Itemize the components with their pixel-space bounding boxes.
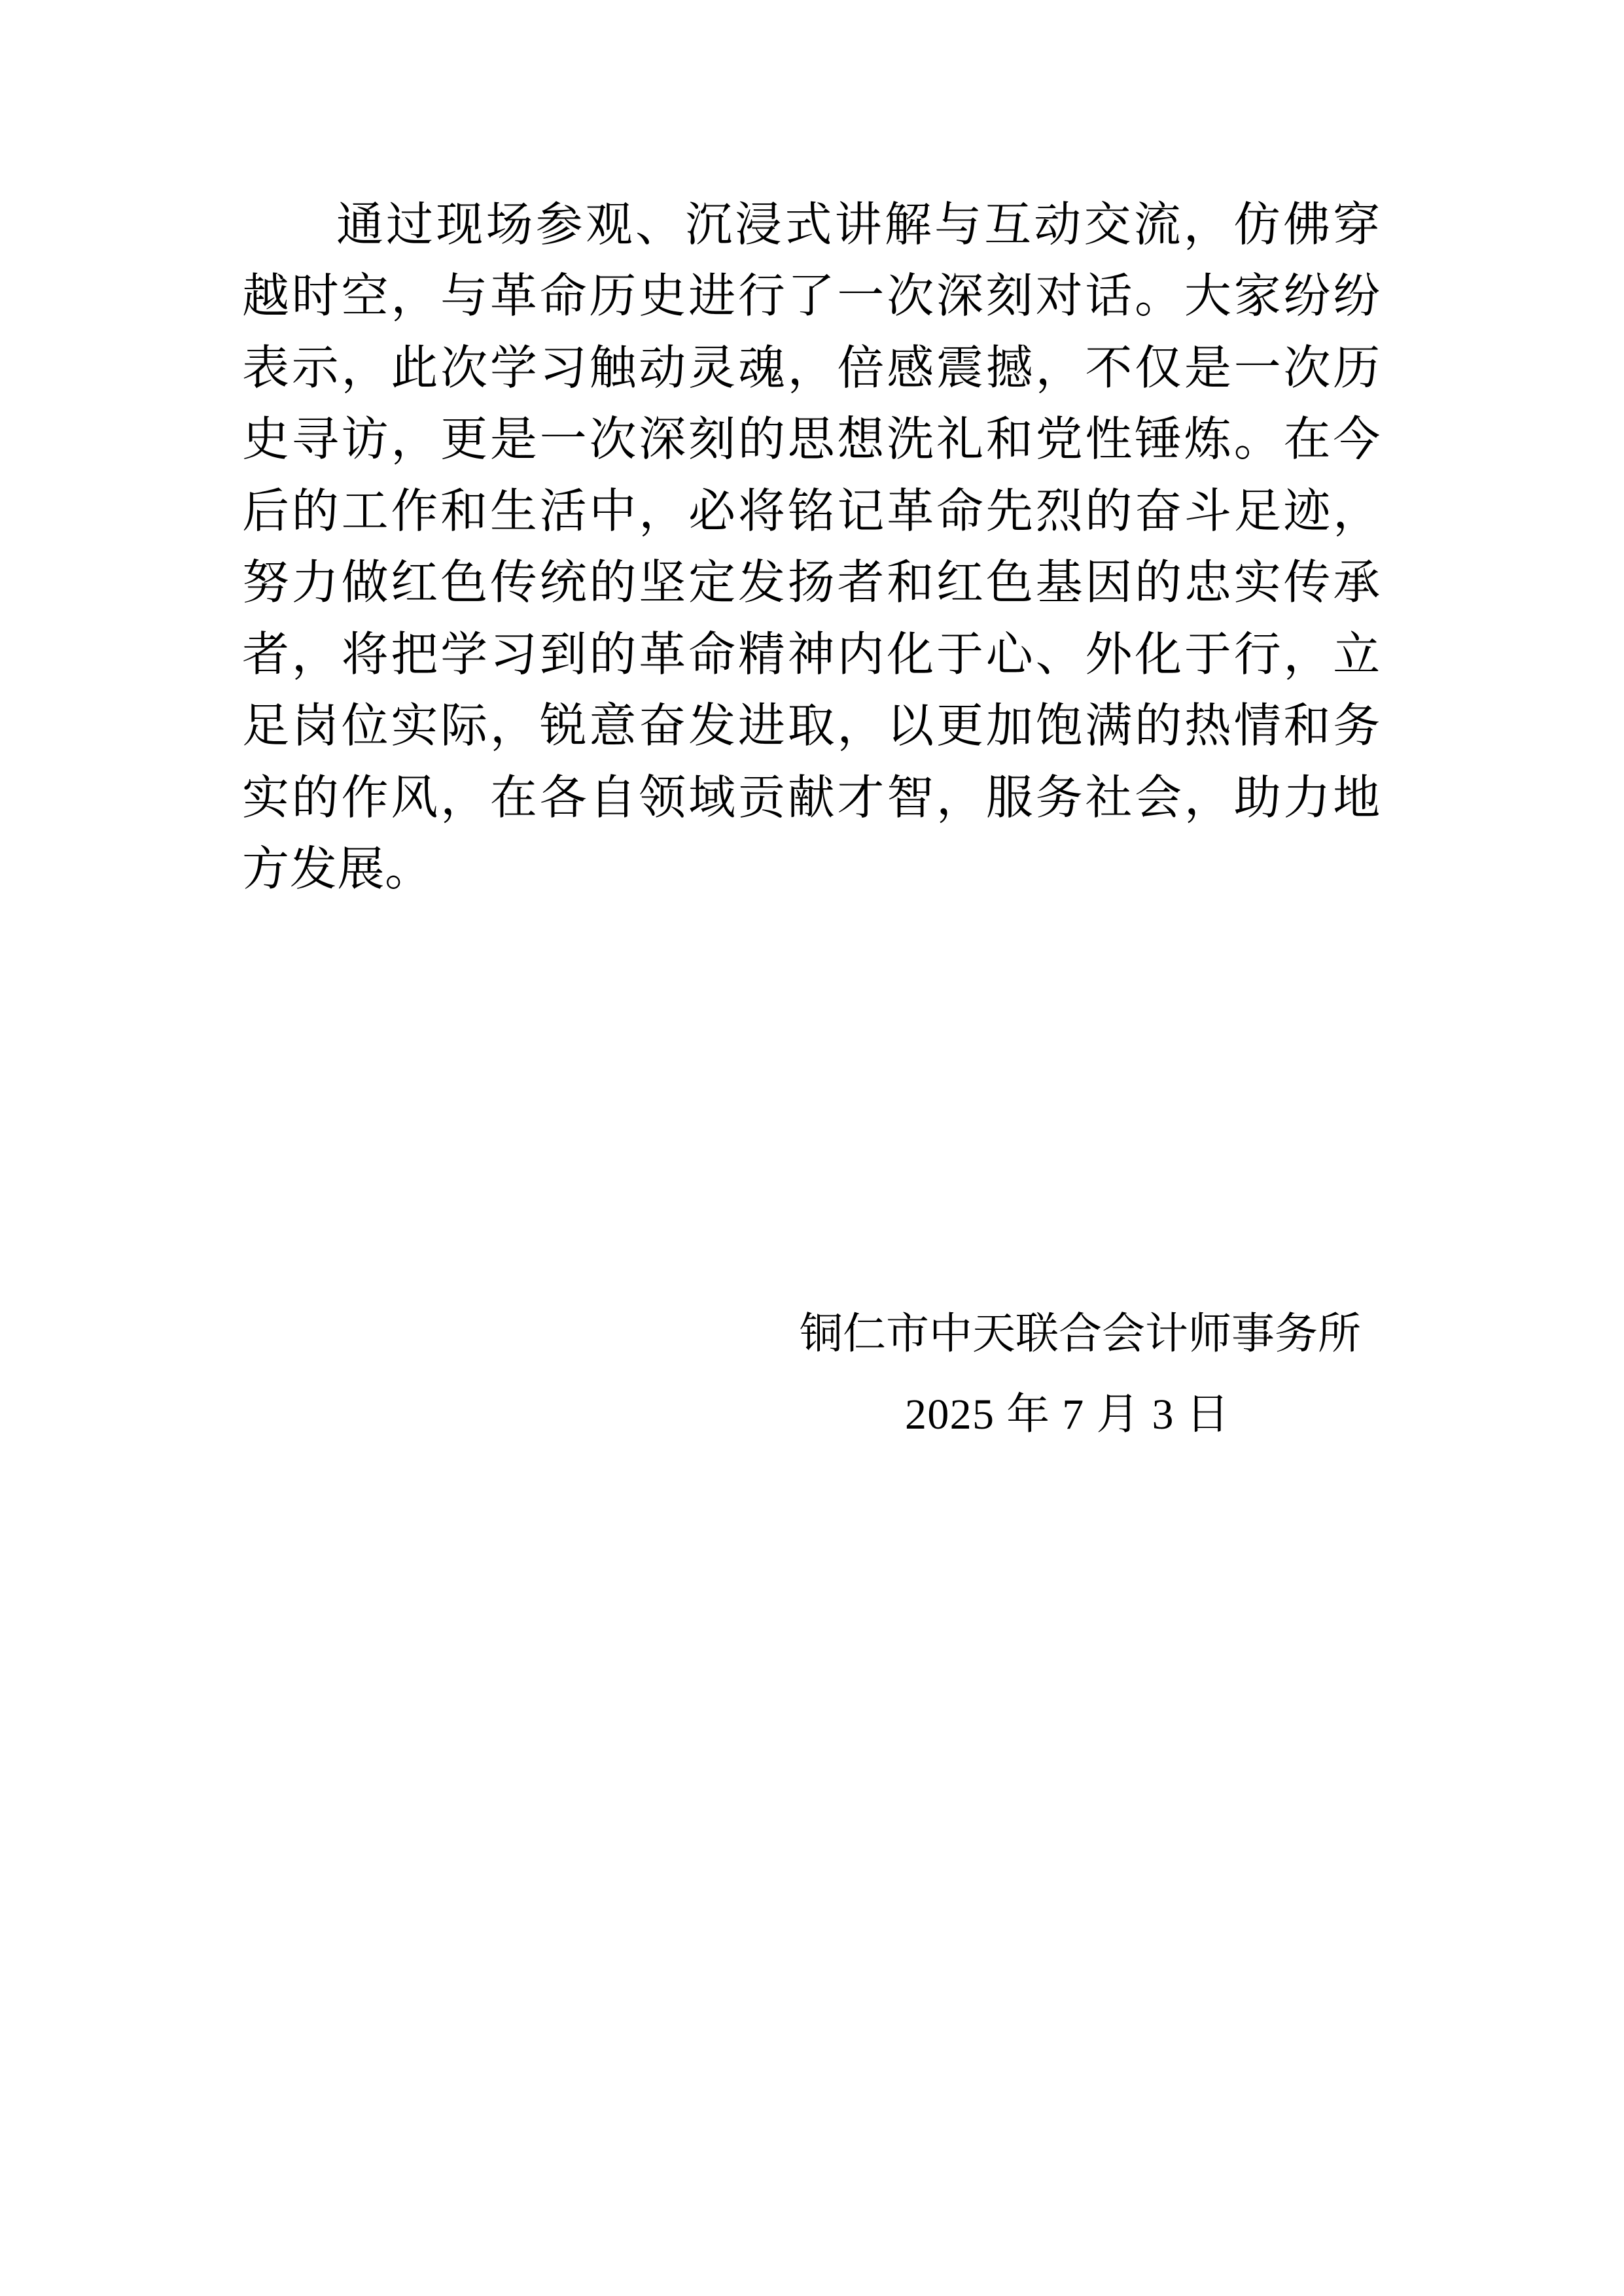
signature-date: 2025 年 7 月 3 日: [905, 1391, 1230, 1438]
body-paragraph: 通过现场参观、沉浸式讲解与互动交流，仿佛穿越时空，与革命历史进行了一次深刻对话。大家纷纷表示，此次学习触动灵魂，倍感震撼，不仅是一次历史寻访，更是一次深刻的思想洗礼和党性锤炼。在今后的工作和生活中，必将铭记革命先烈的奋斗足迹，努力做红色传统的坚定发扬者和红色基因的忠实传承者，将把学习到的革命精神内化于心、外化于行，立足岗位实际，锐意奋发进取，以更加饱满的热情和务实的作风，在各自领域贡献才智，服务社会，助力地方发展。: [242, 199, 1381, 896]
signature-block: [242, 1302, 1381, 1447]
signature-organization: 铜仁市中天联合会计师事务所: [800, 1310, 1361, 1358]
document-body: [242, 190, 1381, 905]
